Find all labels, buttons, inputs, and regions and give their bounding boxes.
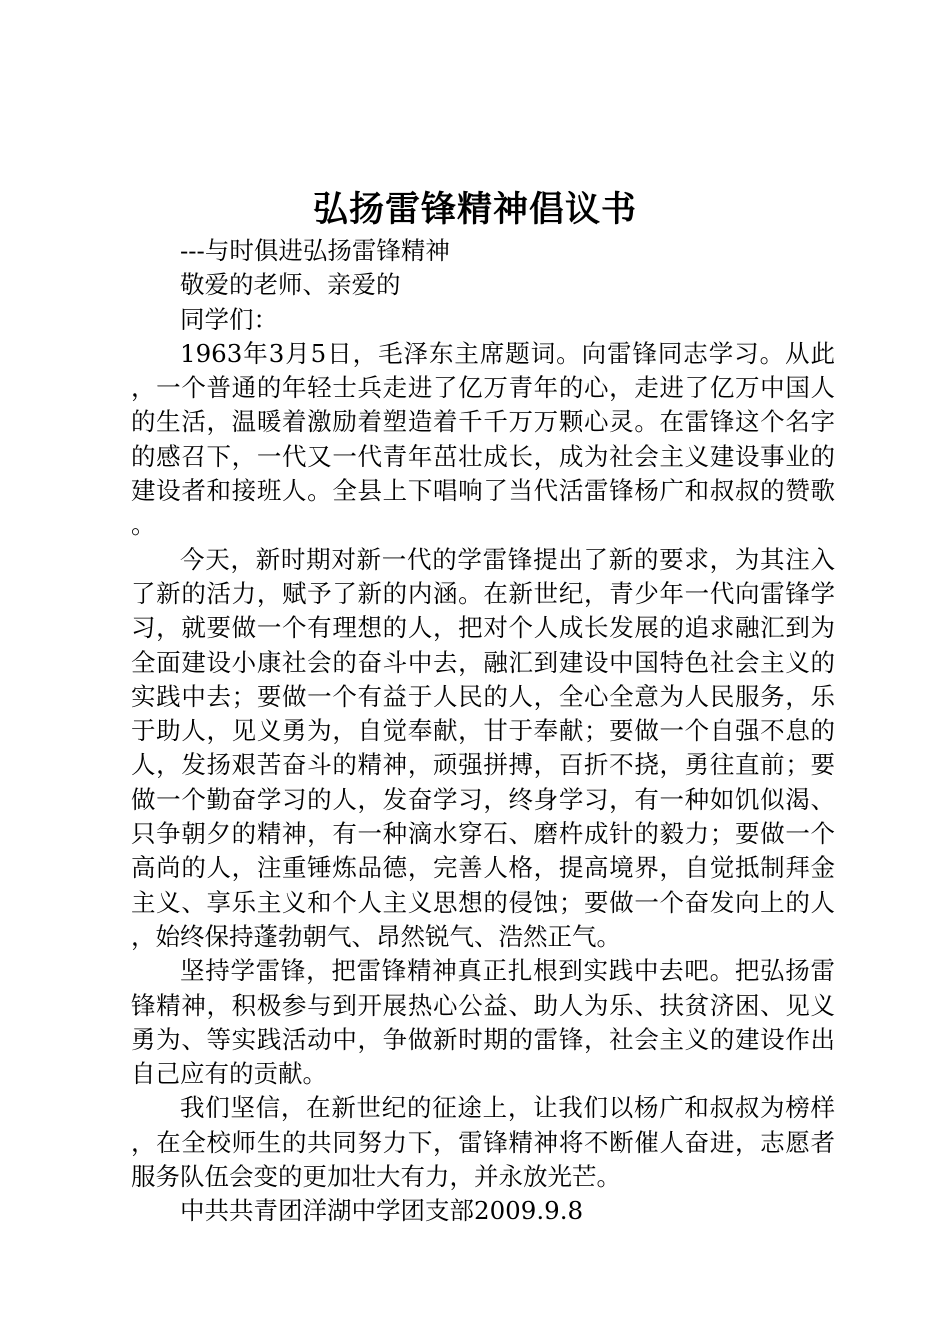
- paragraph: 1963年3月5日，毛泽东主席题词。向雷锋同志学习。从此，一个普通的年轻士兵走进了亿万青年的心，走进了亿万中国人的生活，温暖着激励着塑造着千千万万颗心灵。在雷锋这个名字的感召下，一代又一代青年茁壮成长，成为社会主义建设事业的建设者和接班人。全县上下唱响了当代活雷锋杨广和叔叔的赞歌。: [131, 338, 835, 540]
- paragraph: 今天，新时期对新一代的学雷锋提出了新的要求，为其注入了新的活力，赋予了新的内涵。在新世纪，青少年一代向雷锋学习，就要做一个有理想的人，把对个人成长发展的追求融汇到为全面建设小康社会的奋斗中去，融汇到建设中国特色社会主义的实践中去；要做一个有益于人民的人，全心全意为人民服务，乐于助人，见义勇为，自觉奉献，甘于奉献；要做一个自强不息的人，发扬艰苦奋斗的精神，顽强拼搏，百折不挠，勇往直前；要做一个勤奋学习的人，发奋学习，终身学习，有一种如饥似渴、只争朝夕的精神，有一种滴水穿石、磨杵成针的毅力；要做一个高尚的人，注重锤炼品德，完善人格，提高境界，自觉抵制拜金主义、享乐主义和个人主义思想的侵蚀；要做一个奋发向上的人，始终保持蓬勃朝气、昂然锐气、浩然正气。: [131, 544, 835, 951]
- greeting-line-1: 敬爱的老师、亲爱的: [180, 270, 401, 300]
- document-body: [131, 234, 835, 1229]
- greeting-line-2: 同学们：: [180, 304, 278, 334]
- document-title: 弘扬雷锋精神倡议书: [312, 189, 637, 230]
- signature: 中共共青团洋湖中学团支部2009.9.8: [180, 1196, 584, 1226]
- subtitle: ---与时俱进弘扬雷锋精神: [180, 236, 450, 265]
- paragraph: 我们坚信，在新世纪的征途上，让我们以杨广和叔叔为榜样，在全校师生的共同努力下，雷锋精神将不断催人奋进，志愿者服务队伍会变的更加壮大有力，并永放光芒。: [131, 1093, 835, 1192]
- paragraph: 坚持学雷锋，把雷锋精神真正扎根到实践中去吧。把弘扬雷锋精神，积极参与到开展热心公益、助人为乐、扶贫济困、见义勇为、等实践活动中，争做新时期的雷锋，社会主义的建设作出自己应有的贡献。: [131, 956, 835, 1089]
